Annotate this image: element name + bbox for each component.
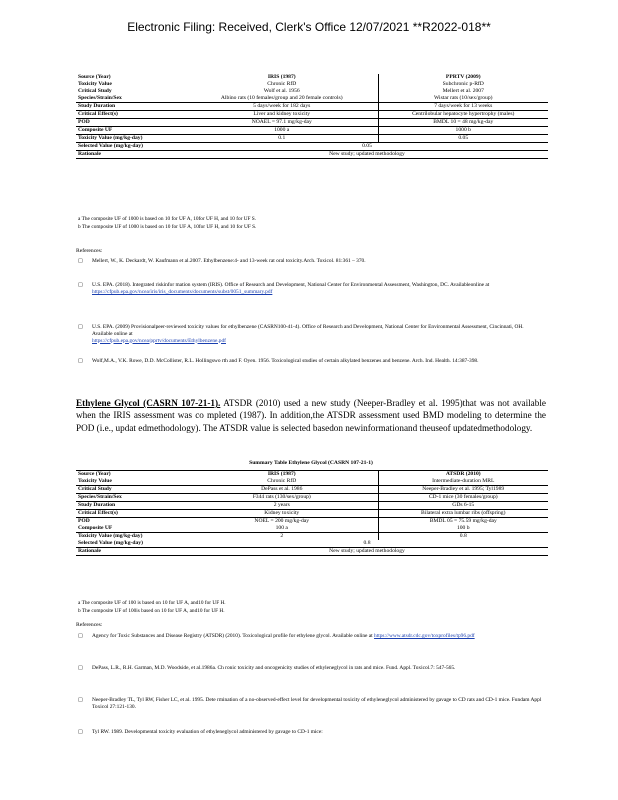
table-row bbox=[76, 478, 548, 486]
table-row bbox=[76, 151, 548, 159]
row-label: Toxicity Value (mg/kg-day) bbox=[76, 135, 186, 143]
row-label: Composite UF bbox=[76, 127, 186, 135]
row-label: Critical Effect(s) bbox=[76, 510, 186, 518]
cell: BMDL 10 = 48 mg/kg-day bbox=[378, 119, 548, 127]
reference-text: Agency for Toxic Substances and Disease Registry (ATSDR) (2010). Toxicological profile for ethylene glycol. Available online at bbox=[92, 633, 373, 639]
bullet-icon: □ bbox=[78, 258, 83, 264]
paragraph-body: ATSDR (2010) used a new study (Neeper-Bradley et al. 1995)that was not available when the IRIS assessment was co mpleted (1987). In addition,the ATSDR assessment used BMD modeling to determine the POD (i.e., updat edmethodology). The ATSDR value is selected basedon newinformationand theuseof updatedmethodology. bbox=[76, 398, 546, 433]
cell: CD-1 mice (30 females/group) bbox=[378, 494, 548, 502]
filing-header: Electronic Filing: Received, Clerk's Office 12/07/2021 **R2022-018** bbox=[127, 20, 491, 34]
reference-link[interactable]: https://www.atsdr.cdc.gov/toxprofiles/tp96.pdf bbox=[374, 633, 475, 639]
row-label: Composite UF bbox=[76, 525, 186, 533]
table-footnote: a The composite UF of 1000 is based on 10 for UF A, 10for UF H, and 10 for UF S. bbox=[78, 216, 257, 222]
cell: Centrilobular hepatocyte hypertrophy (males) bbox=[378, 111, 548, 119]
reference-item bbox=[78, 282, 542, 296]
cell: PPRTV (2009) bbox=[378, 74, 548, 81]
cell: Wolf et al. 1956 bbox=[263, 88, 300, 94]
table-row bbox=[76, 471, 548, 479]
row-label: Critical Effect(s) bbox=[76, 111, 186, 119]
table-footnote: b The composite UF of 1000 is based on 10 for UF A, 10for UF H, and 10 for UF S. bbox=[78, 224, 257, 230]
bullet-icon: □ bbox=[78, 665, 83, 671]
table-row bbox=[76, 95, 548, 103]
table-row bbox=[76, 510, 548, 518]
cell: 2 years bbox=[186, 502, 378, 510]
cell: Bilateral extra lumbar ribs (offspring) bbox=[378, 510, 548, 518]
reference-text: Wolf,M.A., V.K. Rowe, D.D. McCollister, R.L. Hollingswo rth and F. Oyen. 1956. Toxicological studies of certain alkylated benzenes and benzene. Arch. Ind. Health. 14:387-398. bbox=[92, 358, 479, 364]
summary-table-ethylbenzene bbox=[76, 74, 548, 159]
cell: 0.8 bbox=[378, 533, 548, 541]
cell: Mellert et al. 2007 bbox=[378, 88, 548, 95]
cell: IRIS (1987) bbox=[267, 74, 296, 80]
table-footnote: a The composite UF of 100 is based on 10 for UF A, and10 for UF H. bbox=[78, 600, 226, 606]
paragraph-lead: Ethylene Glycol (CASRN 107-21-1). bbox=[76, 398, 221, 408]
cell: Subchronic p-RfD bbox=[378, 81, 548, 88]
table-row bbox=[76, 486, 548, 494]
reference-text: U.S. EPA. (2018). Integrated riskinfor mation system (IRIS). Office of Research and Development, National Center for Environmental Assessment, Washington, DC. Availableonline at bbox=[92, 282, 490, 288]
cell: Chronic RfD bbox=[186, 478, 378, 486]
bullet-icon: □ bbox=[78, 633, 83, 639]
cell: 0.1 bbox=[186, 135, 378, 143]
cell: New study; updated methodology bbox=[186, 151, 548, 159]
cell: 100 b bbox=[378, 525, 548, 533]
table-row bbox=[76, 127, 548, 135]
references-heading: References: bbox=[76, 248, 103, 254]
bullet-icon: □ bbox=[78, 324, 83, 330]
cell: Wistar rats (10/sex/group) bbox=[378, 95, 548, 103]
cell: 0.05 bbox=[186, 143, 548, 151]
cell: Intermediate-duration MRL bbox=[378, 478, 548, 486]
table-row bbox=[76, 88, 548, 95]
cell: 0.05 bbox=[378, 135, 548, 143]
reference-item bbox=[78, 258, 542, 265]
cell: Albino rats (10 females/group and 20 female controls) bbox=[220, 95, 343, 101]
reference-text: Neeper-Bradley TL, Tyl RW, Fisher LC, et al. 1995. Dete rmination of a no-observed-effect level for developmental toxicity of ethyleneglycol administered by gavage to CD rats and CD-1 mice. Fundam Appl Toxicol 27:121-130. bbox=[92, 697, 542, 710]
bullet-icon: □ bbox=[78, 358, 83, 364]
row-label: Species/Strain/Sex bbox=[78, 95, 122, 101]
row-label: Species/Strain/Sex bbox=[76, 494, 186, 502]
table-row bbox=[76, 502, 548, 510]
table-row bbox=[76, 143, 548, 151]
table-row bbox=[76, 135, 548, 143]
row-label: Toxicity Value bbox=[76, 478, 186, 486]
cell: 1000 b bbox=[378, 127, 548, 135]
table-row bbox=[76, 525, 548, 533]
cell: F344 rats (130/sex/group) bbox=[186, 494, 378, 502]
reference-text: U.S. EPA. (2009) Provisionalpeer-reviewed toxicity values for ethylbenzene (CASRN100-41-4). Office of Research and Development, National Center for Environmental Assessment, Cincinnati, OH. Available online at bbox=[92, 324, 524, 337]
reference-item bbox=[78, 324, 542, 344]
row-label: Rationale bbox=[76, 151, 186, 159]
cell: 1000 a bbox=[186, 127, 378, 135]
cell: IRIS (1987) bbox=[186, 471, 378, 479]
reference-item bbox=[78, 358, 542, 365]
row-label: Study Duration bbox=[76, 103, 186, 111]
reference-text: Tyl RW. 1989. Developmental toxicity evaluation of ethyleneglycol administered by gavage to CD-1 mice: bbox=[92, 729, 323, 735]
reference-link[interactable]: https://cfpub.epa.gov/ncea/pprtv/documents/Ethylbenzene.pdf bbox=[92, 337, 226, 344]
cell: NOAEL = 97.1 mg/kg-day bbox=[186, 119, 378, 127]
table-row bbox=[76, 111, 548, 119]
row-label: Source (Year) bbox=[76, 471, 186, 479]
cell: 100 a bbox=[186, 525, 378, 533]
table-row bbox=[76, 548, 548, 556]
table-row bbox=[76, 119, 548, 127]
cell: GDs 6-15 bbox=[378, 502, 548, 510]
cell: 5 days/week for 182 days bbox=[186, 103, 378, 111]
summary-table-ethylene-glycol bbox=[76, 470, 548, 556]
cell: New study; updated methodology bbox=[186, 548, 548, 556]
table-row bbox=[76, 81, 548, 88]
row-label: POD bbox=[76, 119, 186, 127]
row-label: Rationale bbox=[76, 548, 186, 556]
cell: 2 bbox=[280, 533, 284, 539]
row-label: Critical Study bbox=[76, 486, 186, 494]
reference-item bbox=[78, 665, 542, 672]
reference-item bbox=[78, 697, 542, 711]
references-heading: References: bbox=[76, 622, 103, 628]
table-footnote: b The composite UF of 100is based on 10 for UF A, and10 for UF H. bbox=[78, 608, 225, 614]
table-row bbox=[76, 518, 548, 526]
ethylene-glycol-paragraph bbox=[76, 397, 546, 434]
cell: Chronic RfD bbox=[267, 81, 297, 87]
cell: 0.8 bbox=[186, 540, 548, 548]
row-label: Selected Value (mg/kg-day) bbox=[76, 143, 186, 151]
table-row bbox=[76, 494, 548, 502]
row-label: Toxicity Value (mg/kg-day) bbox=[78, 533, 143, 539]
reference-text: Mellert, W., K. Deckardt, W. Kaufmann et al.2007. Ethylbenzene:4- and 13-week rat oral toxicity.Arch. Toxicol. 81:361 – 370. bbox=[92, 258, 366, 264]
row-label: Source (Year) bbox=[78, 74, 111, 80]
cell: 7 days/week for 13 weeks bbox=[378, 103, 548, 111]
reference-text: DePass, L.R., R.H. Garman, M.D. Woodside, et al.1986a. Ch ronic toxicity and oncogenicity studies of ethyleneglycol in rats and mice. Fund. Appl. Toxicol.7: 547-565. bbox=[92, 665, 456, 671]
reference-item bbox=[78, 729, 542, 736]
cell: Liver and kidney toxicity bbox=[186, 111, 378, 119]
row-label: Toxicity Value bbox=[78, 81, 112, 87]
bullet-icon: □ bbox=[78, 697, 83, 703]
bullet-icon: □ bbox=[78, 282, 83, 288]
table-row bbox=[76, 540, 548, 548]
row-label: POD bbox=[78, 518, 90, 524]
reference-item bbox=[78, 633, 542, 640]
row-label: Critical Study bbox=[78, 88, 112, 94]
table-row bbox=[76, 74, 548, 81]
table-title: Summary Table Ethylene Glycol (CASRN 107-21-1) bbox=[249, 460, 373, 466]
row-label: Selected Value (mg/kg-day) bbox=[76, 540, 186, 548]
bullet-icon: □ bbox=[78, 729, 83, 735]
cell: BMDL 05 = 75.59 mg/kg-day bbox=[378, 518, 548, 526]
table-row bbox=[76, 533, 548, 541]
table-row bbox=[76, 103, 548, 111]
reference-link[interactable]: https://cfpub.epa.gov/ncea/iris/iris_documents/documents/subst/0051_summary.pdf bbox=[92, 288, 273, 295]
cell: Kidney toxicity bbox=[186, 510, 378, 518]
cell: Neeper-Bradley et al. 1995; Tyl1989 bbox=[378, 486, 548, 494]
cell: ATSDR (2010) bbox=[378, 471, 548, 479]
cell: DePass et al. 1986 bbox=[186, 486, 378, 494]
cell: NOEL = 200 mg/kg-day bbox=[254, 518, 310, 524]
row-label: Study Duration bbox=[76, 502, 186, 510]
